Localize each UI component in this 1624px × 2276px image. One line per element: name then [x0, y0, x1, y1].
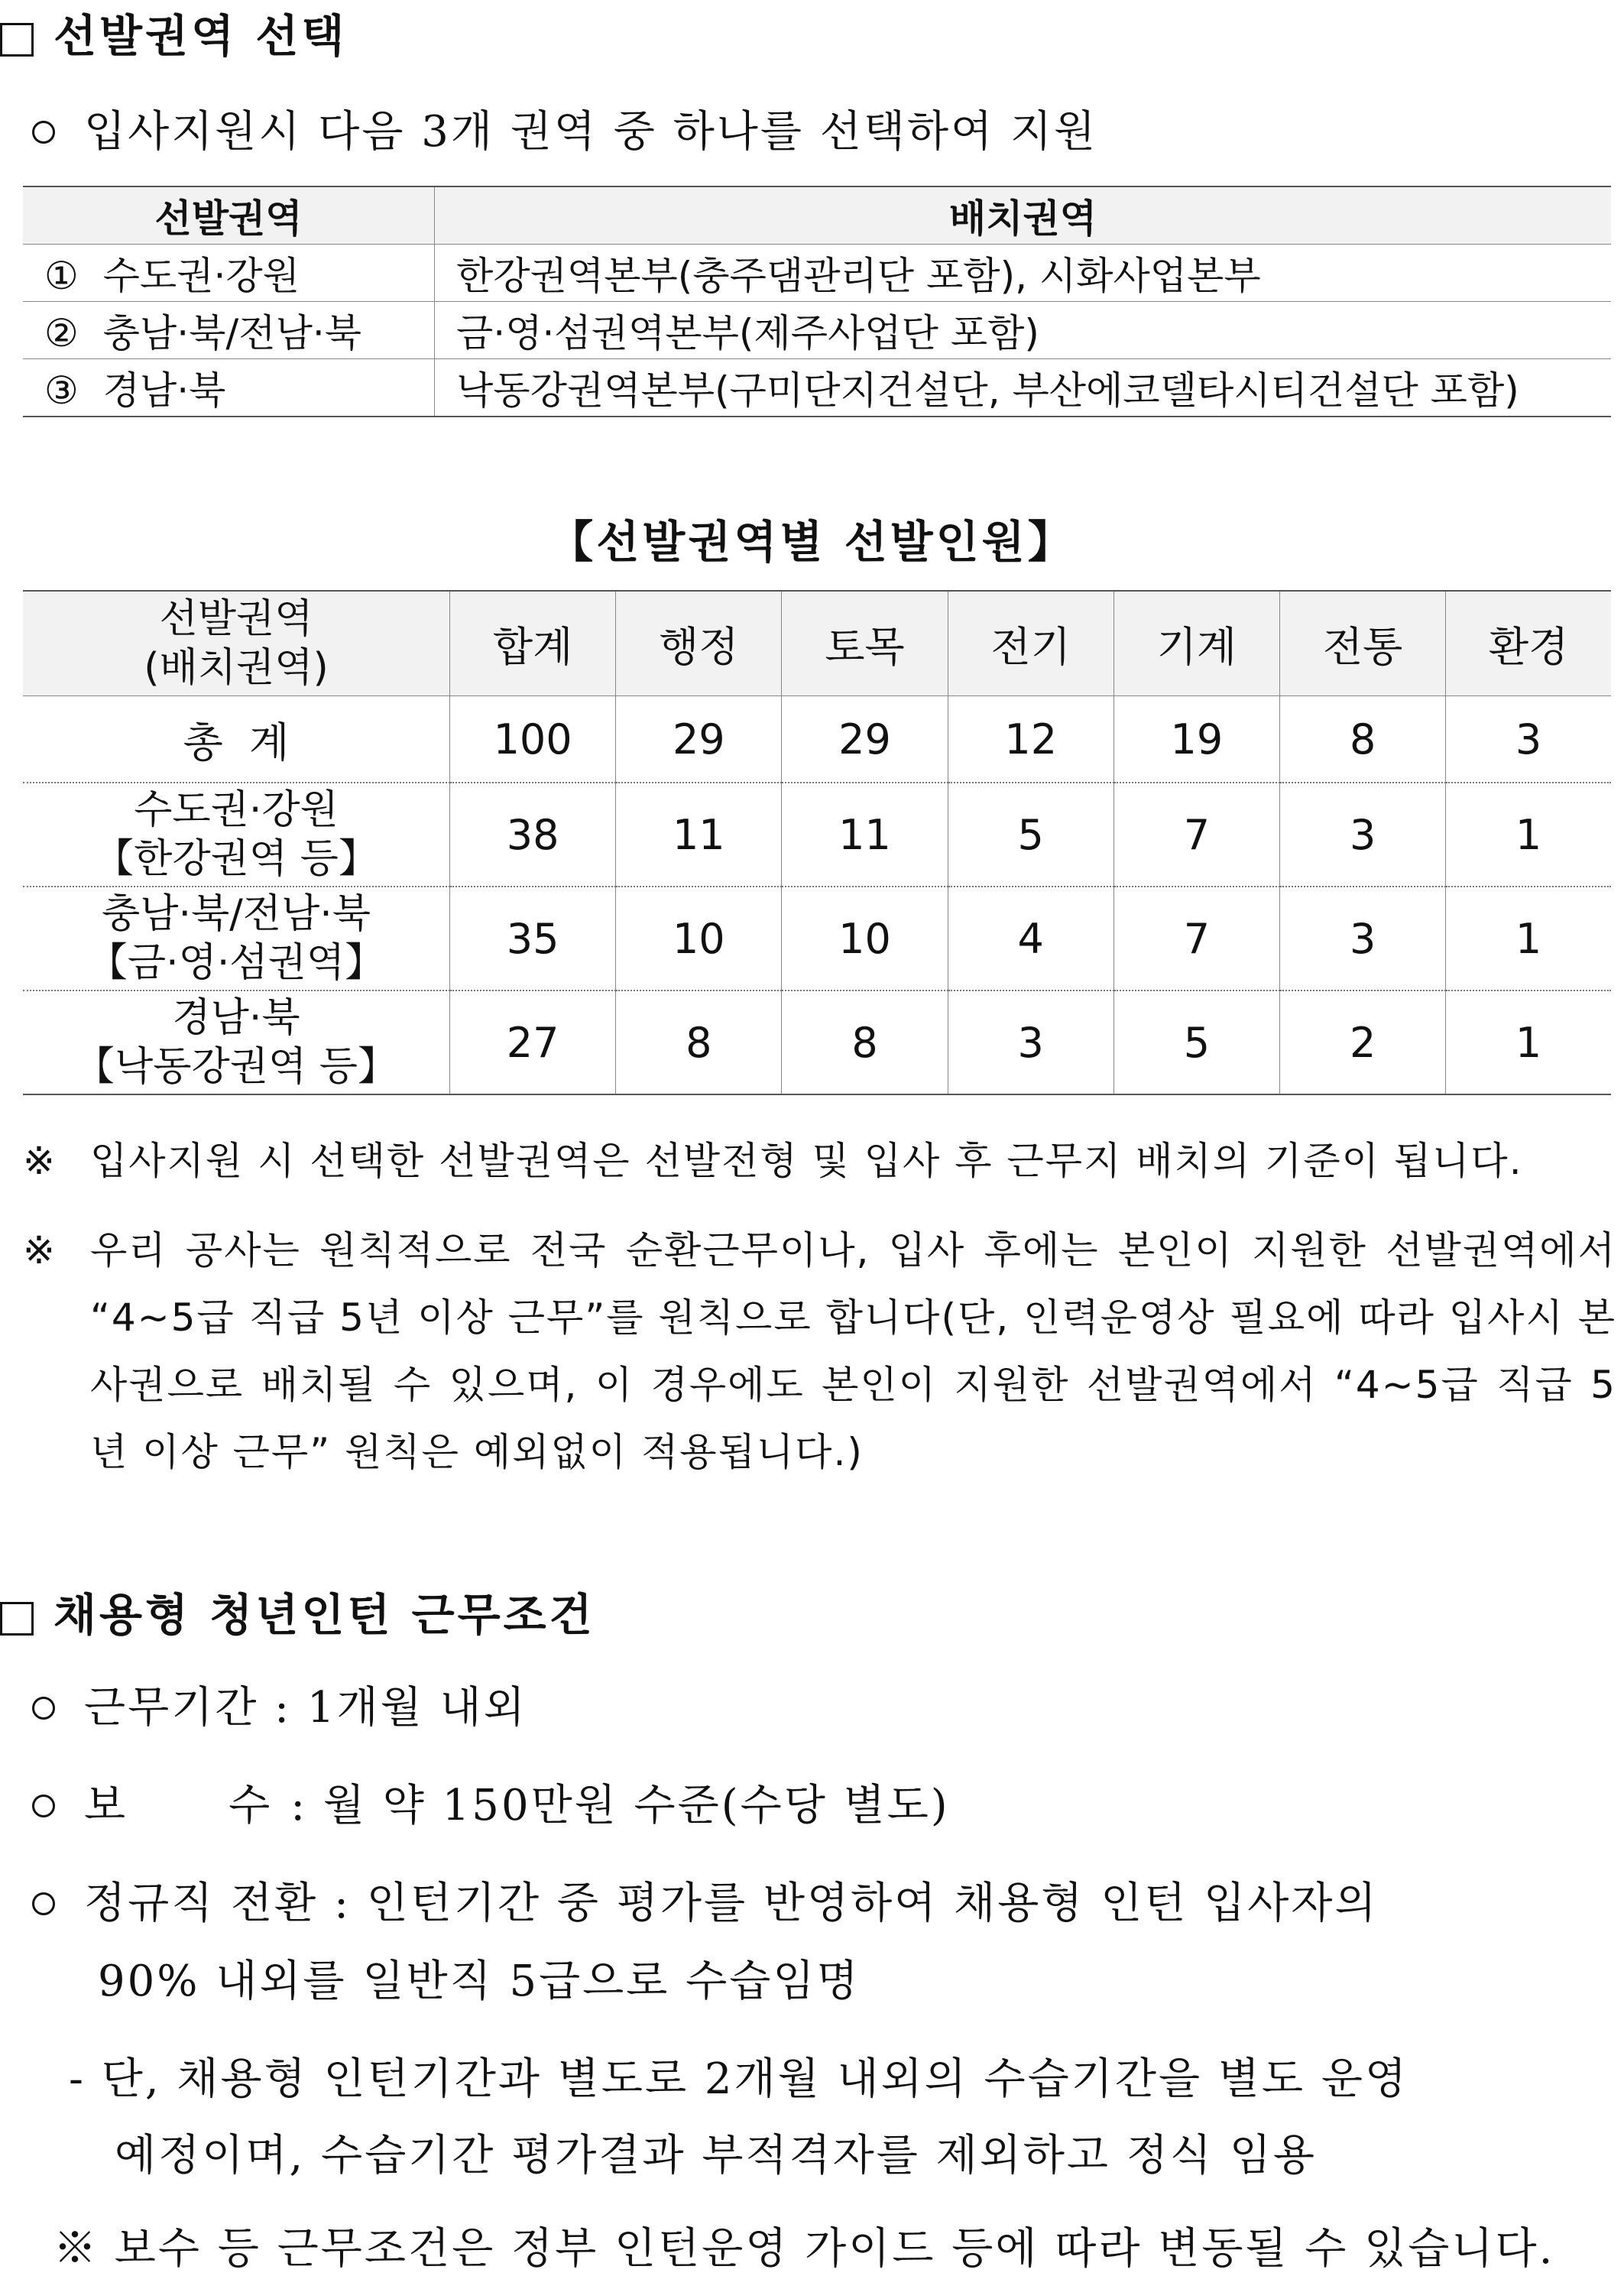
circle-bullet-icon — [32, 1795, 55, 1817]
total-cell: 29 — [616, 696, 782, 783]
quota-table — [23, 590, 1611, 1095]
quota-cell: 7 — [1113, 887, 1279, 990]
region-name-line1: 충남·북/전남·북 — [102, 891, 371, 937]
assign-cell: 한강권역본부(충주댐관리단 포함), 시화사업본부 — [435, 245, 1612, 302]
total-cell: 12 — [948, 696, 1113, 783]
assign-cell: 금·영·섬권역본부(제주사업단 포함) — [435, 302, 1612, 359]
quota-cell: 8 — [616, 990, 782, 1094]
table-row — [23, 990, 1611, 1094]
quota-header-col: 행정 — [616, 591, 782, 696]
row-number: ① — [44, 254, 79, 298]
quota-cell: 35 — [450, 887, 616, 990]
region-name-line2: 【금·영·섬권역】 — [87, 940, 385, 986]
quota-header-region — [23, 591, 450, 696]
circle-bullet-icon — [32, 1892, 55, 1915]
row-number: ③ — [44, 368, 79, 413]
quota-header-col: 전통 — [1280, 591, 1446, 696]
quota-cell: 3 — [948, 990, 1113, 1094]
section1-bullet: 입사지원시 다음 3개 권역 중 하나를 선택하여 지원 — [32, 98, 1097, 159]
circle-bullet-icon — [32, 121, 55, 144]
pay-value: : 월 약 150만원 수준(수당 별도) — [290, 1781, 950, 1830]
header-region-line1: 선발권역 — [159, 596, 313, 642]
section2-heading: 채용형 청년인턴 근무조건 — [0, 1579, 595, 1643]
row-number: ② — [44, 311, 79, 355]
region-name: 경남·북 — [102, 368, 226, 413]
quota-cell: 38 — [450, 783, 616, 887]
region-cell — [23, 359, 435, 417]
table-row — [23, 887, 1611, 990]
region-name-line2: 【낙동강권역 등】 — [75, 1044, 397, 1090]
assign-cell: 낙동강권역본부(구미단지건설단, 부산에코델타시티건설단 포함) — [435, 359, 1612, 417]
region-name: 충남·북/전남·북 — [102, 311, 362, 355]
quota-title: 【선발권역별 선발인원】 — [549, 516, 1075, 568]
total-cell: 8 — [1280, 696, 1446, 783]
quota-header-col: 전기 — [948, 591, 1113, 696]
total-cell: 3 — [1446, 696, 1611, 783]
note-2 — [0, 1217, 1624, 1492]
table-row — [23, 302, 1611, 359]
footer-note: ※ 보수 등 근무조건은 정부 인턴운영 가이드 등에 따라 변동될 수 있습니다. — [53, 2224, 1555, 2274]
quota-cell: 1 — [1446, 887, 1611, 990]
checkbox-square-icon — [0, 23, 34, 57]
pay-label-1: 보 — [84, 1781, 128, 1830]
reference-mark-icon: ※ — [23, 1228, 57, 1273]
quota-cell: 11 — [782, 783, 948, 887]
total-cell: 100 — [450, 696, 616, 783]
quota-cell: 4 — [948, 887, 1113, 990]
header-region-line2: (배치권역) — [144, 645, 329, 691]
quota-header-col: 기계 — [1113, 591, 1279, 696]
section1-heading: 선발권역 선택 — [0, 0, 347, 64]
region-name-line1: 경남·북 — [172, 995, 300, 1041]
table-row — [23, 359, 1611, 417]
region-cell — [23, 245, 435, 302]
quota-header-col: 합계 — [450, 591, 616, 696]
quota-cell: 3 — [1280, 887, 1446, 990]
table-row — [23, 783, 1611, 887]
total-label: 총 계 — [23, 696, 450, 783]
conversion-line2: 90% 내외를 일반직 5급으로 수습임명 — [98, 1957, 861, 2006]
region-name-cell — [23, 887, 450, 990]
quota-cell: 5 — [948, 783, 1113, 887]
region-name: 수도권·강원 — [102, 254, 300, 298]
table-row-total — [23, 696, 1611, 783]
pay — [32, 1772, 950, 1833]
quota-header-col: 토목 — [782, 591, 948, 696]
region-table-header-assign: 배치권역 — [435, 186, 1612, 245]
total-cell: 19 — [1113, 696, 1279, 783]
quota-cell: 7 — [1113, 783, 1279, 887]
quota-cell: 1 — [1446, 990, 1611, 1094]
total-cell: 29 — [782, 696, 948, 783]
region-table — [23, 186, 1611, 417]
work-period: 근무기간 : 1개월 내외 — [32, 1674, 527, 1735]
quota-cell: 2 — [1280, 990, 1446, 1094]
quota-cell: 3 — [1280, 783, 1446, 887]
pay-label-2: 수 — [229, 1781, 273, 1830]
dash-line2: 예정이며, 수습기간 평가결과 부적격자를 제외하고 정식 임용 — [115, 2131, 1318, 2180]
quota-cell: 27 — [450, 990, 616, 1094]
quota-cell: 11 — [616, 783, 782, 887]
table-row — [23, 245, 1611, 302]
quota-header-col: 환경 — [1446, 591, 1611, 696]
reference-mark-icon: ※ — [23, 1139, 57, 1183]
quota-cell: 5 — [1113, 990, 1279, 1094]
note-2-text: 우리 공사는 원칙적으로 전국 순환근무이나, 입사 후에는 본인이 지원한 선발권역에서 “4~5급 직급 5년 이상 근무”를 원칙으로 합니다(단, 인력운영상 필요에 따라 입사시 본사권으로 배치될 수 있으며, 이 경우에도 본인이 지원한 선발권역에서 “4~5급 직급 5년 이상 근무” 원칙은 예외없이 적용됩니다.) — [90, 1228, 1616, 1474]
dash-line1: - 단, 채용형 인턴기간과 별도로 2개월 내외의 수습기간을 별도 운영 — [69, 2054, 1409, 2104]
checkbox-square-icon — [0, 1602, 34, 1636]
region-name-line2: 【한강권역 등】 — [94, 836, 378, 882]
region-name-cell — [23, 783, 450, 887]
quota-cell: 10 — [616, 887, 782, 990]
note-1-text: 입사지원 시 선택한 선발권역은 선발전형 및 입사 후 근무지 배치의 기준이 됩니다. — [90, 1139, 1523, 1183]
region-name-line1: 수도권·강원 — [134, 787, 339, 833]
quota-cell: 1 — [1446, 783, 1611, 887]
circle-bullet-icon — [32, 1697, 55, 1720]
quota-cell: 10 — [782, 887, 948, 990]
region-table-header-region: 선발권역 — [23, 186, 435, 245]
conversion-line1: 정규직 전환 : 인턴기간 중 평가를 반영하여 채용형 인턴 입사자의 — [32, 1869, 1379, 1931]
region-cell — [23, 302, 435, 359]
region-name-cell — [23, 990, 450, 1094]
note-1 — [0, 1127, 1624, 1196]
quota-cell: 8 — [782, 990, 948, 1094]
